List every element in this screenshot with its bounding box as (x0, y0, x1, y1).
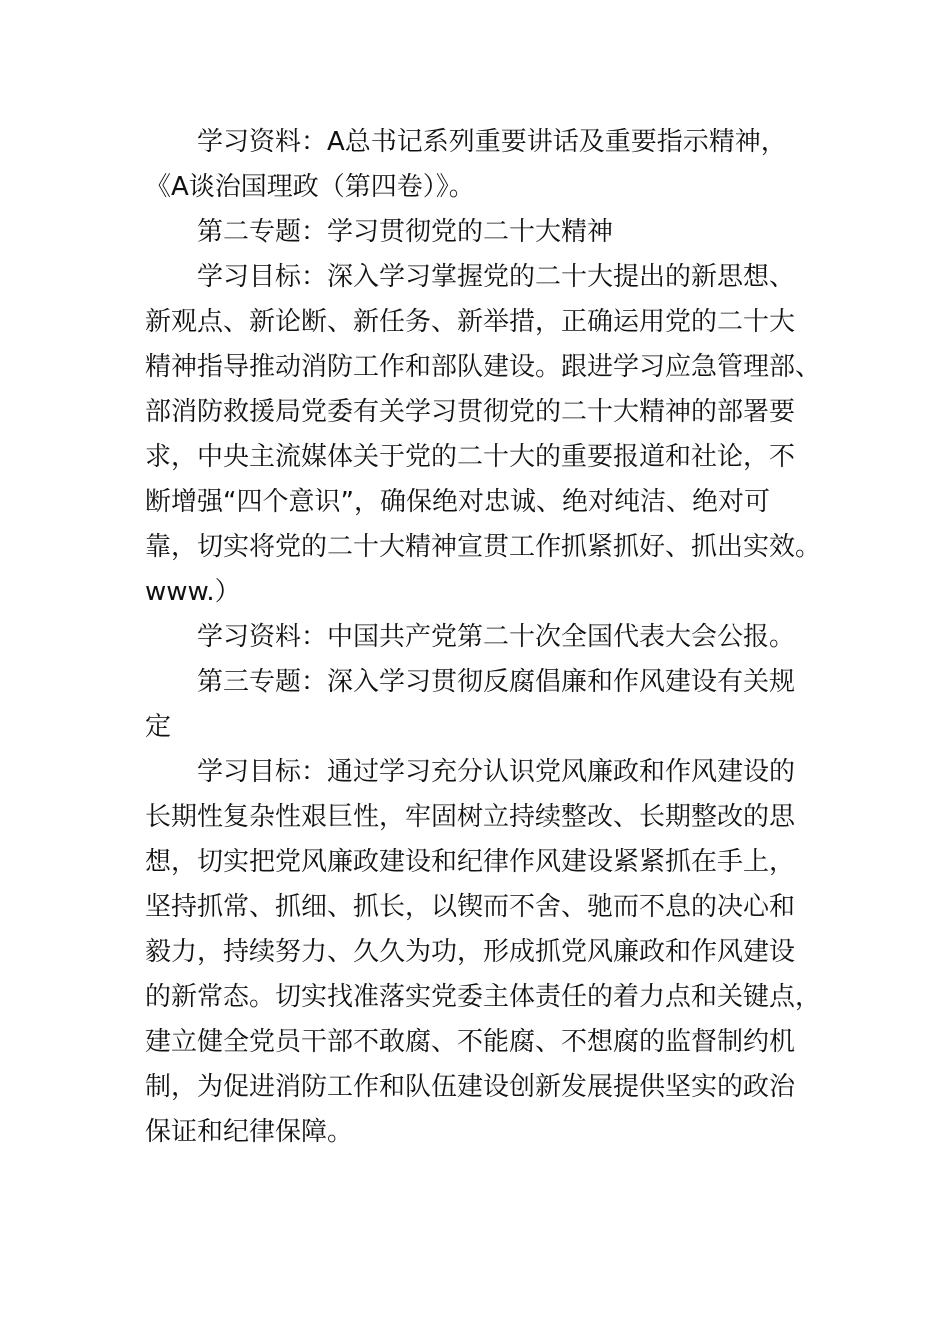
text-line: 学习资料：A总书记系列重要讲话及重要指示精神， (197, 127, 787, 157)
text-line: 学习资料：中国共产党第二十次全国代表大会公报。 (197, 622, 796, 652)
text-line: 毅力，持续努力、久久为功，形成抓党风廉政和作风建设 (145, 937, 796, 967)
text-line: 断增强“四个意识”，确保绝对忠诚、绝对纯洁、绝对可 (145, 487, 770, 517)
text-line: 新观点、新论断、新任务、新举措，正确运用党的二十大 (145, 307, 796, 337)
text-line: 制，为促进消防工作和队伍建设创新发展提供坚实的政治 (145, 1072, 796, 1102)
text-line: 长期性复杂性艰巨性，牢固树立持续整改、长期整改的思 (145, 802, 796, 832)
text-line: 部消防救援局党委有关学习贯彻党的二十大精神的部署要 (145, 397, 796, 427)
text-line: 想，切实把党风廉政建设和纪律作风建设紧紧抓在手上， (145, 847, 796, 877)
text-line: 学习目标：通过学习充分认识党风廉政和作风建设的 (197, 757, 796, 787)
text-line: 求，中央主流媒体关于党的二十大的重要报道和社论，不 (145, 442, 796, 472)
text-line: 第三专题：深入学习贯彻反腐倡廉和作风建设有关规 (197, 667, 796, 697)
text-line: 坚持抓常、抓细、抓长，以锲而不舍、驰而不息的决心和 (145, 892, 796, 922)
text-line: 《A谈治国理政（第四卷）》。 (145, 172, 475, 202)
text-line: 保证和纪律保障。 (145, 1117, 354, 1147)
paragraph-study-materials-2 (145, 615, 805, 660)
paragraph-study-goal-3 (145, 750, 822, 1155)
document-body (145, 120, 822, 1155)
text-line: 建立健全党员干部不敢腐、不能腐、不想腐的监督制约机 (145, 1027, 796, 1057)
paragraph-topic-2-heading (145, 210, 805, 255)
text-line: 的新常态。切实找准落实党委主体责任的着力点和关键点， (145, 982, 822, 1012)
text-line: 第二专题：学习贯彻党的二十大精神 (197, 217, 614, 247)
text-line: 靠，切实将党的二十大精神宣贯工作抓紧抓好、抓出实效。 (145, 532, 822, 562)
paragraph-topic-3-heading (145, 660, 805, 750)
text-line: 精神指导推动消防工作和部队建设。跟进学习应急管理部、 (145, 352, 822, 382)
text-line: 学习目标：深入学习掌握党的二十大提出的新思想、 (197, 262, 796, 292)
paragraph-study-goal-2 (145, 255, 822, 615)
paragraph-study-materials-1 (145, 120, 805, 210)
text-line: www.） (145, 577, 241, 607)
text-line: 定 (145, 712, 172, 742)
